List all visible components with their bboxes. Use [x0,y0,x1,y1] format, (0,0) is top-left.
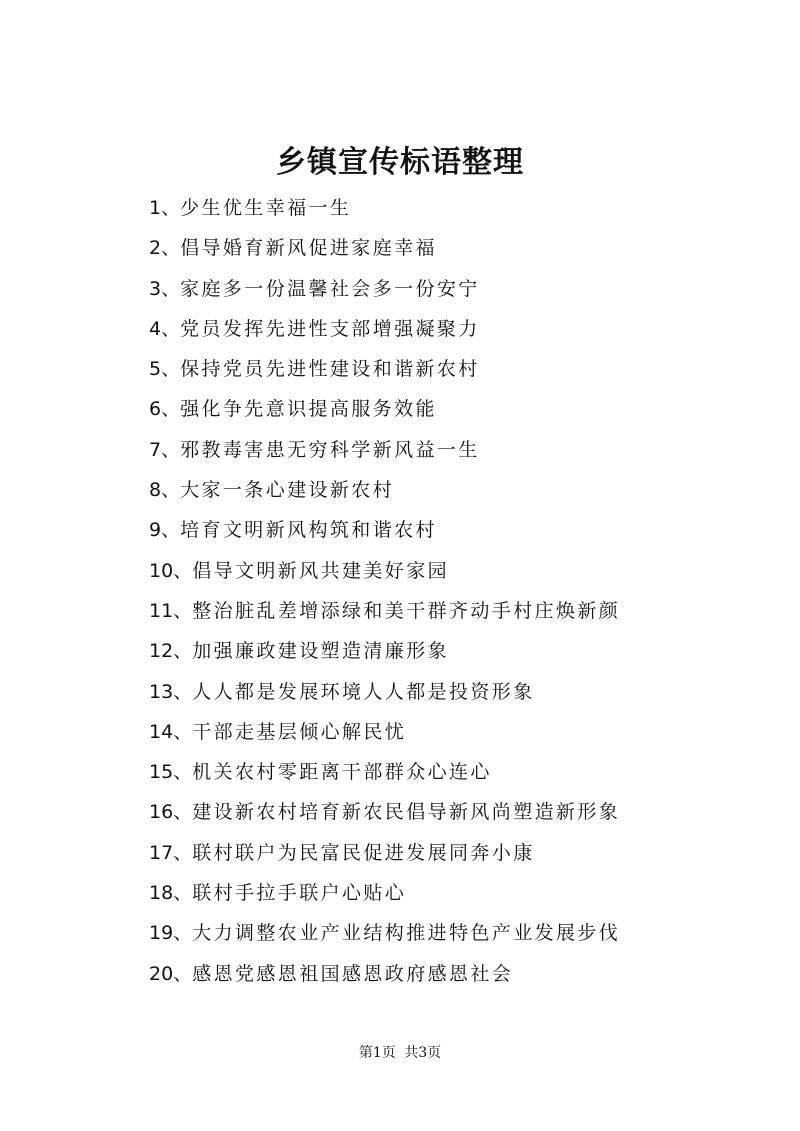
item-text: 保持党员先进性建设和谐新农村 [180,358,480,381]
list-item [149,875,769,915]
item-number: 9、 [149,519,181,542]
list-item [149,472,769,512]
list-item [149,271,769,311]
item-text: 大力调整农业产业结构推进特色产业发展步伐 [192,922,621,945]
item-text: 家庭多一份温馨社会多一份安宁 [180,277,480,300]
item-number: 10、 [149,559,193,582]
item-text: 党员发挥先进性支部增强凝聚力 [180,317,480,340]
list-item [149,351,769,391]
item-number: 8、 [149,479,181,502]
item-text: 机关农村零距离干部群众心连心 [192,761,492,784]
item-text: 培育文明新风构筑和谐农村 [180,519,437,542]
item-text: 邪教毒害患无穷科学新风益一生 [180,438,480,461]
item-number: 12、 [149,640,193,663]
item-text: 倡导文明新风共建美好家园 [192,559,449,582]
list-item [149,794,769,834]
list-item [149,391,769,431]
item-text: 整治脏乱差增添绿和美干群齐动手村庄焕新颜 [192,599,621,622]
list-item [149,230,769,270]
item-text: 强化争先意识提高服务效能 [180,398,437,421]
item-text: 加强廉政建设塑造清廉形象 [192,640,449,663]
item-text: 联村手拉手联户心贴心 [192,882,407,905]
item-number: 14、 [149,720,193,743]
item-number: 16、 [149,801,193,824]
item-text: 人人都是发展环境人人都是投资形象 [192,680,535,703]
list-item [149,714,769,754]
list-item [149,915,769,955]
item-text: 少生优生幸福一生 [180,197,352,219]
item-text: 倡导婚育新风促进家庭幸福 [180,237,437,260]
list-item [149,633,769,673]
item-number: 7、 [149,438,181,461]
item-number: 3、 [149,277,181,300]
list-item [149,674,769,714]
item-number: 17、 [149,841,193,864]
item-text: 联村联户为民富民促进发展同奔小康 [192,841,535,864]
page-footer: 第1页 共3页 [358,1045,442,1061]
list-item [149,956,769,996]
item-text: 建设新农村培育新农民倡导新风尚塑造新形象 [192,801,621,824]
item-number: 18、 [149,882,193,905]
item-number: 19、 [149,922,193,945]
item-number: 13、 [149,680,193,703]
item-number: 15、 [149,761,193,784]
item-number: 1、 [149,197,181,219]
list-item [149,754,769,794]
list-item [149,512,769,552]
slogan-list [149,190,769,996]
document-title: 乡镇宣传标语整理 [276,145,524,180]
item-number: 6、 [149,398,181,421]
item-number: 2、 [149,237,181,260]
list-item [149,553,769,593]
item-number: 4、 [149,317,181,340]
item-text: 干部走基层倾心解民忧 [192,720,407,743]
item-number: 5、 [149,358,181,381]
list-item [149,835,769,875]
list-item [149,593,769,633]
list-item [149,190,769,230]
item-number: 11、 [149,599,193,622]
list-item [149,311,769,351]
item-number: 20、 [149,962,193,985]
list-item [149,432,769,472]
item-text: 感恩党感恩祖国感恩政府感恩社会 [192,962,514,985]
item-text: 大家一条心建设新农村 [180,479,395,502]
